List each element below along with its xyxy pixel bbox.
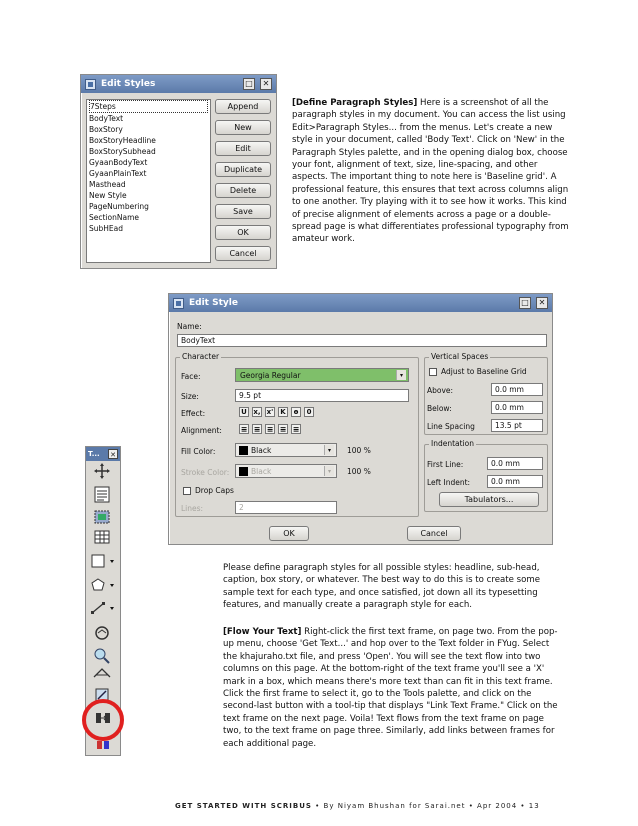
- app-icon: [85, 79, 96, 90]
- align-center-icon[interactable]: ≡: [253, 425, 261, 434]
- edit-text-tool-icon[interactable]: [94, 669, 110, 677]
- fill-color-select[interactable]: [235, 443, 337, 457]
- list-item[interactable]: PageNumbering: [89, 202, 149, 211]
- text-frame-tool-icon[interactable]: [95, 487, 109, 502]
- superscript-icon[interactable]: x': [266, 408, 274, 416]
- face-value: Georgia Regular: [240, 370, 301, 380]
- table-tool-icon[interactable]: [95, 531, 109, 543]
- save-style-button[interactable]: Save: [215, 204, 271, 219]
- fill-color-label: Fill Color:: [181, 447, 216, 456]
- drop-caps-label: Drop Caps: [195, 486, 234, 495]
- new-style-button[interactable]: New: [215, 120, 271, 135]
- close-icon[interactable]: ✕: [108, 449, 118, 459]
- paragraph-define-styles-text: Here is a screenshot of all the paragraph styles in my document. You can access the list using Edit>Paragraph Styles... from the menus. Let's create a new style in your document, called 'Body Text'. Click on 'New' in the Paragraph Styles palette, and in the opening dialog box, choose your font, alignment of text, size, line-spacing, and other aspects. The important thing to note here is 'Baseline grid'. A professional feature, this ensures that text across columns align to one another. Try playing with it to see how it works. This kind of precise alignment of elements across a page or a double-spread page is what differentiates professional typography from amateur work.: [292, 98, 569, 245]
- tools-title: T...: [88, 450, 100, 458]
- polygon-tool-icon[interactable]: [92, 579, 114, 590]
- edit-styles-window: [80, 74, 277, 269]
- subscript-icon[interactable]: x,: [253, 408, 261, 416]
- align-justify-icon[interactable]: ≡: [279, 425, 287, 434]
- color-swatch: [239, 446, 248, 455]
- face-label: Face:: [181, 372, 201, 381]
- list-item[interactable]: 7Steps: [89, 100, 208, 113]
- stroke-shade-value: 100 %: [347, 467, 371, 476]
- vertical-spaces-title: Vertical Spaces: [431, 352, 489, 361]
- close-icon[interactable]: ✕: [536, 297, 548, 309]
- name-label: Name:: [177, 322, 202, 331]
- footer-byline: • By Niyam Bhushan for Sarai.net • Apr 2004 • 13: [311, 802, 540, 810]
- lines-input[interactable]: 2: [235, 501, 337, 514]
- align-left-icon[interactable]: ≡: [240, 425, 248, 434]
- align-forced-icon[interactable]: ≡: [292, 425, 300, 434]
- baseline-grid-label: Adjust to Baseline Grid: [441, 367, 527, 376]
- delete-style-button[interactable]: Delete: [215, 183, 271, 198]
- small-caps-icon[interactable]: K: [278, 407, 288, 417]
- strikethrough-icon[interactable]: ɵ: [291, 407, 301, 417]
- above-label: Above:: [427, 386, 454, 395]
- name-input[interactable]: BodyText: [177, 334, 547, 347]
- paragraph-flow-text: [223, 626, 563, 750]
- cancel-style-button[interactable]: Cancel: [215, 246, 271, 261]
- tools-titlebar[interactable]: [86, 447, 120, 461]
- indentation-title: Indentation: [431, 439, 474, 448]
- first-line-input[interactable]: 0.0 mm: [487, 457, 543, 470]
- stroke-color-label: Stroke Color:: [181, 468, 230, 477]
- maximize-icon[interactable]: □: [519, 297, 531, 309]
- drop-caps-checkbox[interactable]: [183, 487, 191, 495]
- duplicate-style-button[interactable]: Duplicate: [215, 162, 271, 177]
- effect-label: Effect:: [181, 409, 206, 418]
- list-item[interactable]: New Style: [89, 191, 127, 200]
- outline-icon[interactable]: 0: [304, 407, 314, 417]
- stroke-color-value: Black: [251, 466, 272, 476]
- color-swatch: [239, 467, 248, 476]
- chevron-down-icon: ▾: [324, 466, 334, 476]
- edit-style-title: Edit Style: [189, 298, 238, 308]
- below-label: Below:: [427, 404, 452, 413]
- left-indent-label: Left Indent:: [427, 478, 471, 487]
- below-input[interactable]: 0.0 mm: [491, 401, 543, 414]
- list-item[interactable]: GyaanPlainText: [89, 169, 147, 178]
- fill-shade-value: 100 %: [347, 446, 371, 455]
- list-item[interactable]: SectionName: [89, 213, 139, 222]
- edit-style-titlebar[interactable]: [169, 294, 552, 312]
- face-select[interactable]: [235, 368, 409, 382]
- edit-style-window: [168, 293, 553, 545]
- chevron-down-icon: ▾: [324, 445, 334, 455]
- first-line-label: First Line:: [427, 460, 464, 469]
- chevron-down-icon: ▾: [396, 370, 406, 380]
- paragraph-flow-text-body: Right-click the first text frame, on page two. From the pop-up menu, choose 'Get Text...' and hop over to the Text folder in FYug. Select the khajuraho.txt file, and press 'Open'. You will see the text flow into two columns on this page. At the bottom-right of the text frame you'll see a 'X' mark in a box, which means there's more text than can fit in this text frame. Click the first frame to select it, go to the Tools palette, and click on the second-last button with a tool-tip that displays "Link Text Frame." Click on the text frame on the next page. Voila! Text flows from the text frame on page two, to the text frame on page three. Similarly, add links between frames for each additional page.: [223, 627, 558, 749]
- maximize-icon[interactable]: □: [243, 78, 255, 90]
- tabulators-button[interactable]: Tabulators...: [439, 492, 539, 507]
- app-icon: [173, 298, 184, 309]
- above-input[interactable]: 0.0 mm: [491, 383, 543, 396]
- list-item[interactable]: Masthead: [89, 180, 126, 189]
- highlight-circle: [80, 696, 130, 746]
- ok-style-button[interactable]: OK: [215, 225, 271, 240]
- styles-list[interactable]: [86, 99, 211, 263]
- page-footer: [175, 802, 540, 810]
- ok-button[interactable]: OK: [269, 526, 309, 541]
- underline-icon[interactable]: U: [239, 407, 249, 417]
- list-item[interactable]: BoxStoryHeadline: [89, 136, 156, 145]
- edit-style-button[interactable]: Edit: [215, 141, 271, 156]
- line-spacing-input[interactable]: 13.5 pt: [491, 419, 543, 432]
- alignment-label: Alignment:: [181, 426, 222, 435]
- fill-color-value: Black: [251, 445, 272, 455]
- paragraph-define-styles: [292, 97, 572, 246]
- list-item[interactable]: BoxStorySubhead: [89, 147, 156, 156]
- select-tool-icon[interactable]: [94, 463, 110, 479]
- close-icon[interactable]: ✕: [260, 78, 272, 90]
- left-indent-input[interactable]: 0.0 mm: [487, 475, 543, 488]
- lines-label: Lines:: [181, 504, 204, 513]
- edit-styles-title: Edit Styles: [101, 79, 156, 89]
- character-group-title: Character: [182, 352, 220, 361]
- list-item[interactable]: BodyText: [89, 114, 124, 123]
- baseline-grid-checkbox[interactable]: [429, 368, 437, 376]
- paragraph-define-all-styles: Please define paragraph styles for all possible styles: headline, sub-head, caption, box story, or whatever. The best way to do this is to create some sample text for each type, and once satisfied, jot down all its typesetting features, and manually create a paragraph style for each.: [223, 563, 541, 611]
- cancel-button[interactable]: Cancel: [407, 526, 461, 541]
- footer-title: GET STARTED WITH SCRIBUS: [175, 802, 312, 810]
- list-item[interactable]: SubHEad: [89, 224, 124, 233]
- shape-tool-icon[interactable]: [92, 555, 114, 567]
- rotate-tool-icon[interactable]: [96, 627, 108, 639]
- append-style-button[interactable]: Append: [215, 99, 271, 114]
- heading-flow-text: [Flow Your Text]: [223, 627, 302, 637]
- align-right-icon[interactable]: ≡: [266, 425, 274, 434]
- edit-styles-titlebar[interactable]: [81, 75, 276, 93]
- size-label: Size:: [181, 392, 199, 401]
- heading-define-styles: [Define Paragraph Styles]: [292, 98, 418, 108]
- line-spacing-label: Line Spacing: [427, 422, 475, 431]
- zoom-tool-icon[interactable]: [95, 649, 109, 663]
- stroke-color-select[interactable]: [235, 464, 337, 478]
- list-item[interactable]: BoxStory: [89, 125, 123, 134]
- size-input[interactable]: 9.5 pt: [235, 389, 409, 402]
- line-tool-icon[interactable]: [91, 602, 114, 614]
- image-frame-tool-icon[interactable]: [95, 511, 109, 523]
- list-item[interactable]: GyaanBodyText: [89, 158, 148, 167]
